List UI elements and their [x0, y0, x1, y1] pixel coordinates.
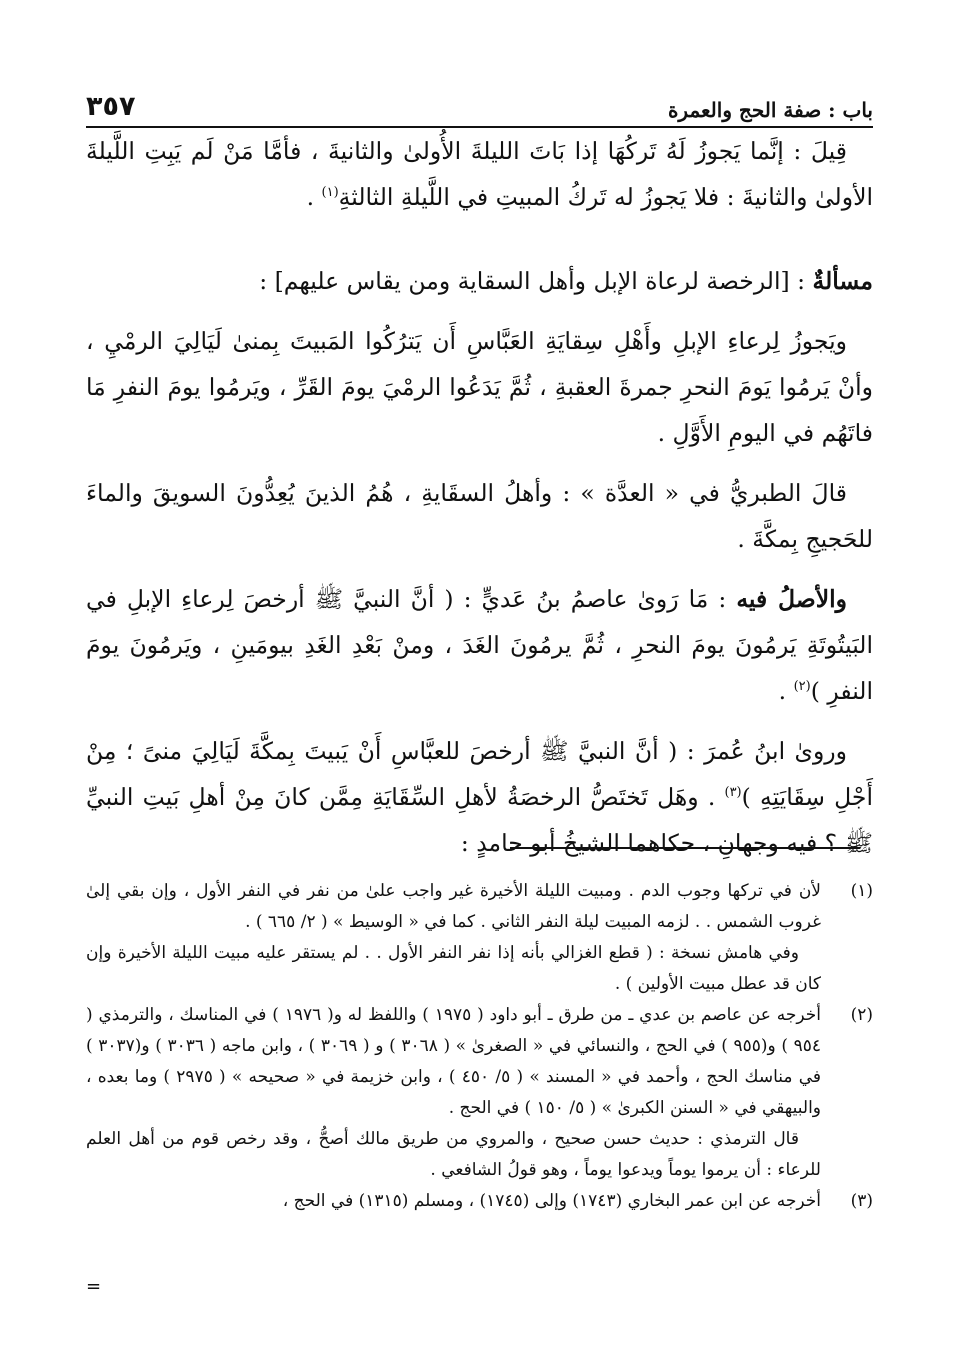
footnote-text: وفي هامش نسخة : ( قطع الغزالي بأنه إذا نفر النفر الأول . . لم يستقر عليه مبيت الليلة الأخيرة وإن كان قد عطل مبيت الأولين ) . [86, 943, 821, 994]
chapter-title: باب : صفة الحج والعمرة [667, 98, 873, 122]
paragraph-4-end: . [778, 677, 794, 705]
page-number: ٣٥٧ [86, 91, 136, 122]
masala-label: مسألةٌ [812, 267, 873, 295]
asl-label: والأصلُ فيه [736, 585, 848, 613]
paragraph-4-text: : مَا رَوىٰ عاصمُ بنُ عَديٍّ : ( أنَّ النبيَّ ﷺ أرخصَ لِرعاءِ الإبلِ في البَيتُوتَةِ يَرمُونَ يومَ النحرِ ، ثُمَّ يرمُونَ الغَدَ ، ومنْ بَعْدِ الغَدِ بيومَينِ ، ويَرمُونَ يومَ النفرِ ) [86, 585, 873, 705]
paragraph-1-end: . [306, 183, 322, 211]
paragraph-5 [86, 728, 873, 866]
paragraph-3: قالَ الطبريُّ في « العدَّة » : وأهلُ السقَايةِ ، هُمُ الذينَ يُعِدُّونَ السويقَ والماءَ للحَجيجِ بِمكَّةَ . [86, 479, 873, 553]
footnote-text: قال الترمذي : حديث حسن صحيح ، والمروي من طريق مالك أصحُّ ، وقد رخص قوم من أهل العلم للرعاء : أن يرموا يوماً ويدعوا يوماً ، وهو قولُ الشافعي . [86, 1129, 821, 1180]
footnote-3 [86, 1186, 873, 1217]
footnote-ref-1[interactable]: (١) [321, 185, 339, 201]
footnote-number: (٢) [850, 1005, 873, 1025]
footnote-text: لأن في تركها وجوب الدم . ومبيت الليلة الأخيرة غير واجب علىٰ من نفر في النفر الأول ، وإن بقي إلىٰ غروب الشمس . . لزمه المبيت ليلة النفر الثاني . كما في « الوسيط » ( ٢/ ٦٦٥ ) . [86, 881, 821, 932]
masala-title: : [الرخصة لرعاة الإبل وأهل السقاية ومن يقاس عليهم] : [259, 267, 813, 295]
paragraph-1-text: قِيلَ : إنَّما يَجوزُ لَهُ تَركُهَا إذا بَاتَ الليلةَ الأُولىٰ والثانيةَ ، فأمَّا مَنْ لَم يَبِتِ اللَّيلةَ الأولىٰ والثانيةَ : فلا يَجوزُ له تَركُ المبيتِ في اللَّيلةِ الثالثةِ [86, 137, 873, 211]
main-text [86, 128, 873, 866]
footnote-ref-3[interactable]: (٣) [724, 785, 742, 801]
paragraph-2: ويَجوزُ لِرعاءِ الإبلِ وأَهْلِ سِقايَةِ العَبَّاسِ أَن يَترُكُوا المَبيتَ بِمنىٰ لَيَالِيَ الرمْيِ ، وأنْ يَرمُوا يَومَ النحرِ جمرةَ العقبةِ ، ثُمَّ يَدَعُوا الرمْيَ يومَ القَرِّ ، ويَرمُوا يومَ النفرِ مَا فاتَهُم في اليومِ الأَوَّلِ . [86, 327, 873, 447]
footnote-number: (١) [850, 881, 873, 901]
continuation-mark: = [86, 1276, 102, 1297]
footnote-text: أخرجه عن عاصم بن عدي ـ من طرق ـ أبو داود ( ١٩٧٥ ) واللفظ له و( ١٩٧٦ ) في المناسك ، والترمذي ( ٩٥٤ ) و(٩٥٥ ) في الحج ، والنسائي في « الصغرىٰ » ( ٣٠٦٨ ) و ( ٣٠٦٩ ) ، وابن ماجه ( ٣٠٣٦ ) و(٣٠٣٧ ) في مناسك الحج ، وأحمد في « المسند » ( ٥/ ٤٥٠ ) ، وابن خزيمة في « صحيحه » ( ٢٩٧٥ ) وما بعده ، والبيهقي في « السنن الكبرىٰ » ( ٥/ ١٥٠ ) في الحج . [86, 1005, 822, 1118]
footnote-2 [86, 1000, 873, 1186]
footnote-ref-2[interactable]: (٢) [793, 679, 811, 695]
footnote-text: أخرجه عن ابن عمر البخاري (١٧٤٣) وإلى (١٧٤٥) ، ومسلم (١٣١٥) في الحج ، [282, 1191, 821, 1211]
paragraph-5-rest: . وهَل تَختَصُّ الرخصَةُ لأهلِ السِّقَايَةِ مِمَّن كانَ مِنْ أهلِ بَيتِ النبيِّ ﷺ ؟ فيه وجهانِ ، حكاهما الشيخُ أبو حامدٍ : [86, 783, 873, 857]
running-header [86, 82, 873, 128]
footnote-separator [510, 847, 860, 849]
footnotes [86, 876, 873, 1217]
footnote-1 [86, 876, 873, 1000]
paragraph-4 [86, 576, 873, 714]
paragraph-1 [86, 128, 873, 220]
footnote-number: (٣) [850, 1191, 873, 1211]
masala-heading [86, 258, 873, 304]
paragraph-5-text: وروىٰ ابنُ عُمرَ : ( أنَّ النبيَّ ﷺ أرخصَ للعبَّاسِ أَنْ يَبيتَ بِمكَّةَ لَيَالِيَ منىً ؛ مِنْ أَجْلِ سِقَايَتِهِ ) [86, 737, 873, 811]
